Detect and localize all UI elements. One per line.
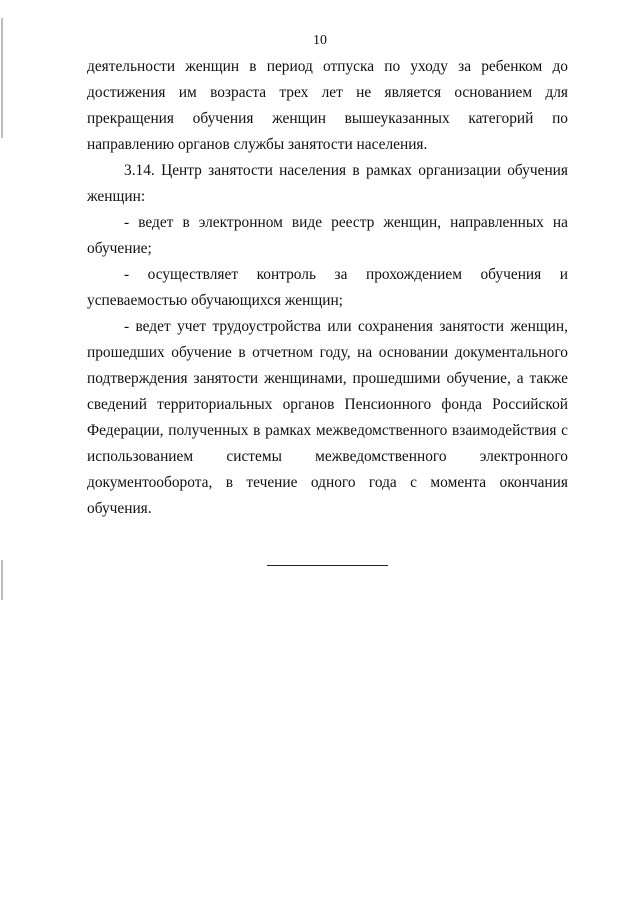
- paragraph-continuation: деятельности женщин в период отпуска по уходу за ребенком до достижения им возраста трех лет не является основанием для прекращения обучения женщин вышеуказанных категорий по направлению органов службы занятости населения.: [87, 58, 568, 153]
- list-item-employment-tracking: - ведет учет трудоустройства или сохранения занятости женщин, прошедших обучение в отчетном году, на основании документального подтверждения занятости женщинами, прошедшими обучение, а также сведений территориальных органов Пенсионного фонда Российской Федерации, полученных в рамках межведомственного взаимодействия с использованием системы межведомственного электронного документооборота, в течение одного года с момента окончания обучения.: [87, 318, 568, 517]
- page-number: 10: [313, 33, 327, 48]
- list-item-control: - осуществляет контроль за прохождением обучения и успеваемостью обучающихся женщин;: [87, 266, 568, 309]
- scan-edge-mark: [1, 560, 3, 600]
- end-separator-line: [267, 565, 388, 566]
- document-body: [87, 54, 568, 522]
- paragraph-section-3-14: 3.14. Центр занятости населения в рамках организации обучения женщин:: [87, 162, 568, 205]
- list-item-registry: - ведет в электронном виде реестр женщин, направленных на обучение;: [87, 214, 568, 257]
